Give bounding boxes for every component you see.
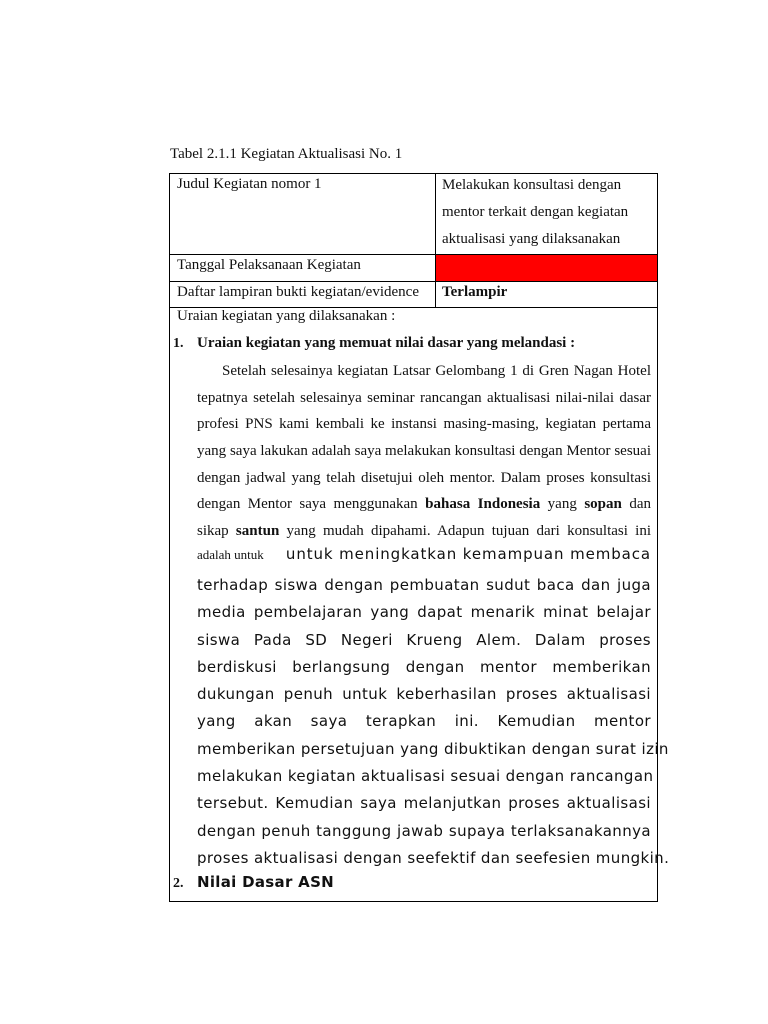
table-caption: Tabel 2.1.1 Kegiatan Aktualisasi No. 1 bbox=[170, 146, 403, 162]
emphasis-sopan: sopan bbox=[584, 496, 622, 513]
table-row-judul bbox=[170, 174, 657, 255]
paragraph-line: dengan penuh tanggung jawab supaya terlaksanakannya bbox=[197, 821, 651, 840]
text-run: untuk meningkatkan kemampuan membaca bbox=[285, 545, 651, 563]
paragraph-line: dengan jadwal yang telah disetujui oleh mentor. Dalam proses konsultasi bbox=[197, 469, 651, 486]
item-1-number: 1. bbox=[173, 336, 184, 351]
paragraph-line: terhadap siswa dengan pembuatan sudut baca dan juga bbox=[197, 576, 651, 594]
paragraph-line-mixed bbox=[197, 545, 651, 563]
judul-value bbox=[436, 170, 657, 254]
activity-table bbox=[169, 173, 670, 902]
paragraph-line: media pembelajaran yang dapat menarik minat belajar bbox=[197, 603, 651, 622]
paragraph-line bbox=[197, 491, 651, 518]
text-run: adalah untuk bbox=[197, 547, 264, 562]
paragraph-line: proses aktualisasi dengan seefektif dan seefesien mungkin. bbox=[197, 848, 670, 867]
judul-value-line: Melakukan konsultasi dengan bbox=[442, 177, 622, 193]
table-row-tanggal bbox=[170, 255, 657, 282]
emphasis-santun: santun bbox=[235, 523, 280, 540]
uraian-paragraph-serif bbox=[197, 358, 651, 545]
text-run: dan bbox=[621, 496, 651, 513]
uraian-paragraph-sans bbox=[197, 572, 670, 872]
tanggal-label: Tanggal Pelaksanaan Kegiatan bbox=[170, 255, 436, 281]
text-run: dengan Mentor saya menggunakan bbox=[197, 496, 426, 513]
paragraph-line: siswa Pada SD Negeri Krueng Alem. Dalam proses bbox=[197, 630, 651, 649]
table-row-lampiran bbox=[170, 282, 657, 308]
text-run: yang bbox=[540, 496, 585, 513]
paragraph-line: memberikan persetujuan yang dibuktikan dengan surat izin bbox=[197, 739, 669, 758]
paragraph-line: profesi PNS kami kembali ke instansi masing-masing, kegiatan pertama bbox=[197, 416, 651, 433]
item-1-heading: Uraian kegiatan yang memuat nilai dasar yang melandasi : bbox=[197, 335, 576, 351]
uraian-label: Uraian kegiatan yang dilaksanakan : bbox=[177, 308, 396, 324]
judul-label: Judul Kegiatan nomor 1 bbox=[170, 174, 436, 254]
paragraph-line: yang akan saya terapkan ini. Kemudian mentor bbox=[197, 712, 651, 731]
paragraph-line: tersebut. Kemudian saya melanjutkan proses aktualisasi bbox=[197, 794, 651, 813]
item-2-number: 2. bbox=[173, 876, 184, 891]
emphasis-bahasa-indonesia: bahasa Indonesia bbox=[425, 496, 541, 513]
paragraph-line: yang saya lakukan adalah saya melakukan konsultasi dengan Mentor sesuai bbox=[197, 443, 651, 460]
paragraph-line: dukungan penuh untuk keberhasilan proses aktualisasi bbox=[197, 685, 651, 704]
paragraph-line: tepatnya setelah selesainya seminar rancangan aktualisasi nilai-nilai dasar bbox=[197, 389, 651, 406]
text-run: yang mudah dipahami. Adapun tujuan dari konsultasi ini bbox=[279, 523, 651, 540]
paragraph-line: melakukan kegiatan aktualisasi sesuai dengan rancangan bbox=[197, 767, 654, 786]
tanggal-value-redacted bbox=[436, 255, 657, 281]
text-run: sikap bbox=[197, 523, 236, 540]
judul-value-line: mentor terkait dengan kegiatan bbox=[442, 204, 629, 220]
judul-value-line: aktualisasi yang dilaksanakan bbox=[442, 231, 621, 247]
uraian-section bbox=[170, 308, 670, 901]
paragraph-line: berdiskusi berlangsung dengan mentor memberikan bbox=[197, 657, 651, 676]
lampiran-label: Daftar lampiran bukti kegiatan/evidence bbox=[170, 282, 436, 307]
item-2-heading: Nilai Dasar ASN bbox=[197, 873, 335, 891]
lampiran-value: Terlampir bbox=[442, 284, 508, 300]
paragraph-line bbox=[197, 518, 651, 545]
paragraph-line: Setelah selesainya kegiatan Latsar Gelombang 1 di Gren Nagan Hotel bbox=[222, 363, 651, 379]
